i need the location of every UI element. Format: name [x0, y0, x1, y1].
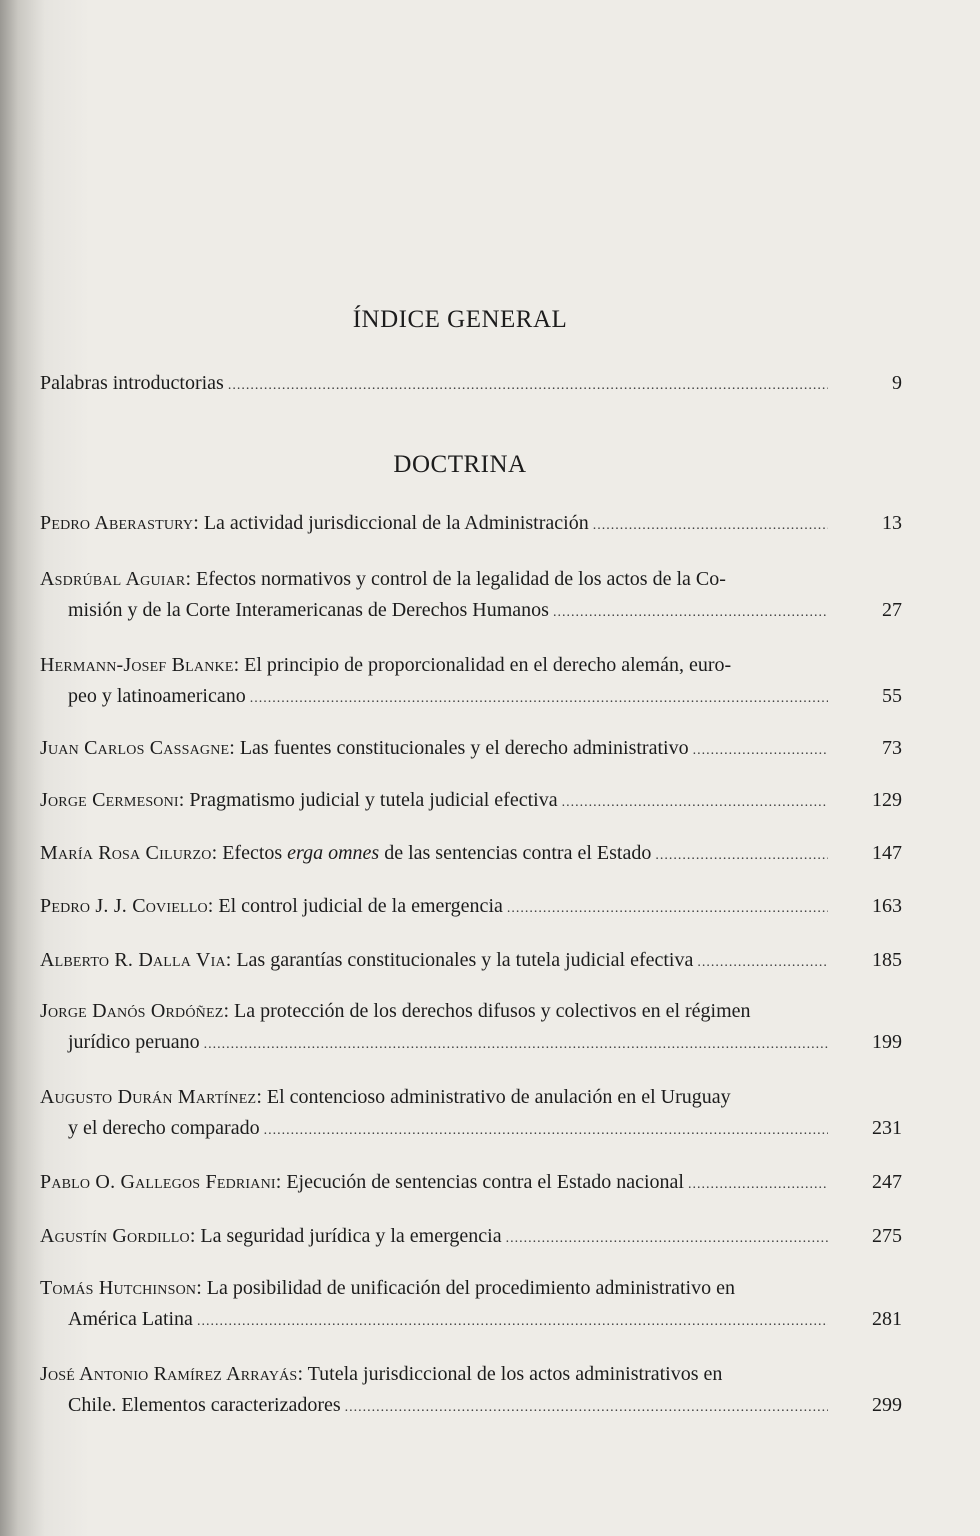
dot-leader: [688, 1169, 828, 1200]
entry-title: Efectos normativos y control de la legalidad de los actos de la Co-: [196, 568, 726, 590]
page-number: 231: [872, 1117, 902, 1139]
toc-entry: [40, 1359, 902, 1423]
dot-leader: [655, 840, 828, 871]
dot-leader: [204, 1029, 828, 1060]
entry-title-continued: jurídico peruano: [68, 1031, 200, 1053]
entry-author: Hermann-Josef Blanke: [40, 654, 234, 676]
entry-author: Pedro Aberastury: [40, 512, 194, 534]
entry-title-post: de las sentencias contra el Estado: [379, 842, 652, 864]
dot-leader: [250, 683, 828, 714]
entry-title: La posibilidad de unificación del procedimiento administrativo en: [206, 1277, 735, 1299]
page-number: 129: [872, 789, 902, 811]
toc-entry: [40, 838, 902, 871]
toc-entry: [40, 945, 902, 978]
page-number: 199: [872, 1031, 902, 1053]
entry-author: Tomás Hutchinson: [40, 1277, 197, 1299]
toc-entry-intro: [40, 368, 902, 401]
dot-leader: [197, 1306, 828, 1337]
dot-leader: [507, 893, 828, 924]
toc-entry: [40, 996, 902, 1060]
page-number: 275: [872, 1225, 902, 1247]
entry-separator: :: [211, 842, 223, 864]
toc-entry: [40, 1273, 902, 1337]
entry-title-continued: misión y de la Corte Interamericanas de Derechos Humanos: [68, 599, 549, 621]
page-number: 247: [872, 1171, 902, 1193]
entry-author: Alberto R. Dalla Via: [40, 949, 226, 971]
entry-separator: :: [178, 789, 190, 811]
entry-author: Jorge Danós Ordóñez: [40, 1000, 224, 1022]
dot-leader: [553, 597, 828, 628]
entry-title: Las fuentes constitucionales y el derecho administrativo: [239, 737, 689, 759]
entry-title: El principio de proporcionalidad en el derecho alemán, euro-: [244, 654, 732, 676]
dot-leader: [345, 1392, 828, 1423]
toc-entry: [40, 508, 902, 541]
toc-entry: [40, 891, 902, 924]
dot-leader: [697, 947, 828, 978]
entry-title: Palabras introductorias: [40, 372, 224, 394]
entry-title: La protección de los derechos difusos y colectivos en el régimen: [234, 1000, 751, 1022]
toc-entry: [40, 1221, 902, 1254]
entry-title-continued: Chile. Elementos caracterizadores: [68, 1394, 341, 1416]
entry-author: Agustín Gordillo: [40, 1225, 190, 1247]
toc-entry: [40, 1167, 902, 1200]
entry-title: Tutela jurisdiccional de los actos administrativos en: [307, 1363, 723, 1385]
entry-author: Pedro J. J. Coviello: [40, 895, 208, 917]
dot-leader: [593, 510, 828, 541]
toc-entry: [40, 785, 902, 818]
entry-title: La actividad jurisdiccional de la Administración: [203, 512, 589, 534]
entry-title: El control judicial de la emergencia: [218, 895, 503, 917]
index-title: ÍNDICE GENERAL: [352, 306, 568, 333]
entry-title-pre: Efectos: [222, 842, 288, 864]
page-number: 299: [872, 1394, 902, 1416]
entry-author: Pablo O. Gallegos Fedriani: [40, 1171, 276, 1193]
dot-leader: [228, 370, 828, 401]
entry-title: Ejecución de sentencias contra el Estado nacional: [286, 1171, 684, 1193]
toc-entry: [40, 564, 902, 628]
page-number: 163: [872, 895, 902, 917]
page-number: 13: [882, 512, 902, 534]
entry-title-continued: América Latina: [68, 1308, 193, 1330]
toc-entry: [40, 733, 902, 766]
page-number: 281: [872, 1308, 902, 1330]
page-number: 73: [882, 737, 902, 759]
page-number: 9: [892, 372, 902, 394]
entry-separator: :: [185, 568, 197, 590]
page-number: 27: [882, 599, 902, 621]
dot-leader: [264, 1115, 828, 1146]
entry-title: La seguridad jurídica y la emergencia: [200, 1225, 502, 1247]
entry-separator: :: [297, 1363, 308, 1385]
entry-author: Asdrúbal Aguiar: [40, 568, 186, 590]
entry-title: El contencioso administrativo de anulación en el Uruguay: [266, 1086, 731, 1108]
toc-entry: [40, 650, 902, 714]
page-number: 185: [872, 949, 902, 971]
entry-author: Augusto Durán Martínez: [40, 1086, 257, 1108]
dot-leader: [506, 1223, 828, 1254]
entry-author: Jorge Cermesoni: [40, 789, 179, 811]
dot-leader: [693, 735, 828, 766]
entry-separator: :: [275, 1171, 287, 1193]
entry-title-continued: y el derecho comparado: [68, 1117, 260, 1139]
entry-separator: :: [225, 949, 237, 971]
entry-separator: :: [223, 1000, 235, 1022]
entry-title-continued: peo y latinoamericano: [68, 685, 246, 707]
page-number: 55: [882, 685, 902, 707]
page-number: 147: [872, 842, 902, 864]
entry-separator: :: [189, 1225, 201, 1247]
entry-title: Las garantías constitucionales y la tutela judicial efectiva: [236, 949, 694, 971]
entry-separator: :: [196, 1277, 207, 1299]
entry-author: José Antonio Ramírez Arrayás: [40, 1363, 298, 1385]
entry-title: Pragmatismo judicial y tutela judicial efectiva: [189, 789, 558, 811]
entry-author: Juan Carlos Cassagne: [40, 737, 230, 759]
bleed-through-text: [100, 100, 360, 109]
section-title-doctrina: DOCTRINA: [393, 451, 527, 478]
toc-entry: [40, 1082, 902, 1146]
dot-leader: [562, 787, 828, 818]
entry-separator: :: [233, 654, 245, 676]
entry-separator: :: [193, 512, 204, 534]
entry-separator: :: [207, 895, 219, 917]
entry-title-italic: erga omnes: [287, 842, 380, 864]
entry-separator: :: [256, 1086, 267, 1108]
entry-author: María Rosa Cilurzo: [40, 842, 212, 864]
entry-separator: :: [229, 737, 240, 759]
